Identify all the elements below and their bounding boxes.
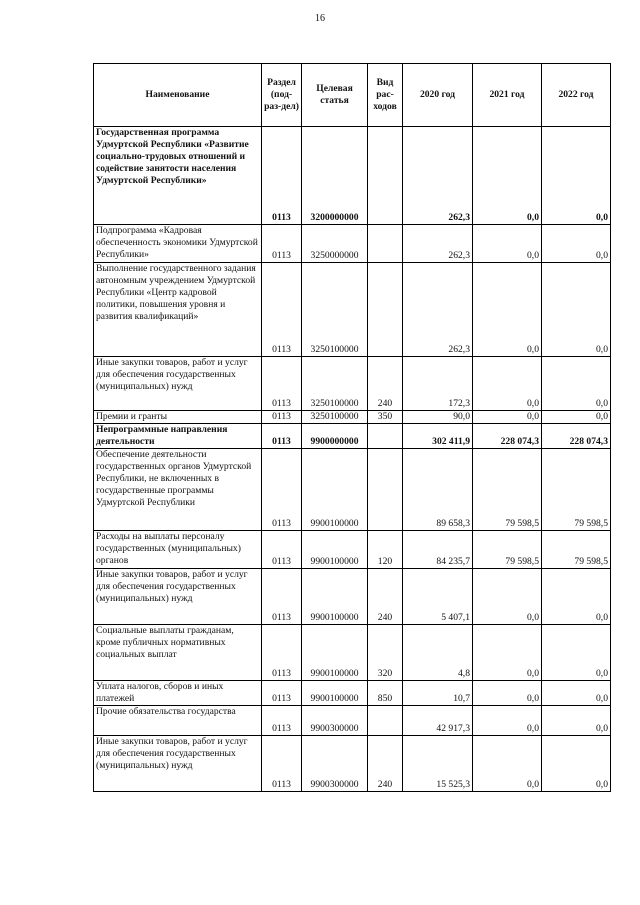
- row-2022: 0,0: [542, 411, 611, 424]
- page-number: 16: [315, 13, 325, 24]
- header-row: [94, 64, 611, 127]
- header-2022: 2022 год: [542, 64, 611, 127]
- row-section: 0113: [262, 127, 302, 225]
- row-name: Иные закупки товаров, работ и услуг для обеспечения государственных (муниципальных) нужд: [94, 736, 262, 792]
- header-2021: 2021 год: [473, 64, 542, 127]
- row-target: 3250100000: [302, 411, 368, 424]
- row-2021: 0,0: [473, 127, 542, 225]
- table-row: [94, 706, 611, 736]
- row-2020: 262,3: [403, 225, 473, 263]
- row-section: 0113: [262, 706, 302, 736]
- row-name: Расходы на выплаты персоналу государственных (муниципальных) органов: [94, 531, 262, 569]
- row-kind: 850: [368, 681, 403, 706]
- row-section: 0113: [262, 736, 302, 792]
- row-target: 9900100000: [302, 569, 368, 625]
- table-row: [94, 225, 611, 263]
- row-target: 3250100000: [302, 357, 368, 411]
- header-section: Раздел (под-раз-дел): [262, 64, 302, 127]
- row-kind: 240: [368, 736, 403, 792]
- row-name: Подпрограмма «Кадровая обеспеченность экономики Удмуртской Республики»: [94, 225, 262, 263]
- row-target: 9900100000: [302, 449, 368, 531]
- table-row: [94, 357, 611, 411]
- row-2021: 0,0: [473, 736, 542, 792]
- row-2022: 0,0: [542, 225, 611, 263]
- row-2021: 0,0: [473, 263, 542, 357]
- row-2020: 262,3: [403, 263, 473, 357]
- row-target: 9900100000: [302, 625, 368, 681]
- row-section: 0113: [262, 625, 302, 681]
- row-kind: [368, 263, 403, 357]
- row-2020: 5 407,1: [403, 569, 473, 625]
- row-2022: 0,0: [542, 357, 611, 411]
- budget-table: [93, 63, 611, 792]
- table-row: [94, 127, 611, 225]
- table-row: [94, 424, 611, 449]
- row-section: 0113: [262, 681, 302, 706]
- row-2020: 172,3: [403, 357, 473, 411]
- row-section: 0113: [262, 449, 302, 531]
- row-target: 9900100000: [302, 681, 368, 706]
- table-row: [94, 411, 611, 424]
- table-row: [94, 681, 611, 706]
- table-body: [94, 127, 611, 792]
- row-target: 9900100000: [302, 531, 368, 569]
- row-2021: 0,0: [473, 569, 542, 625]
- row-target: 3250000000: [302, 225, 368, 263]
- row-name: Прочие обязательства государства: [94, 706, 262, 736]
- row-2021: 0,0: [473, 357, 542, 411]
- table-row: [94, 531, 611, 569]
- row-2022: 79 598,5: [542, 531, 611, 569]
- row-2021: 0,0: [473, 411, 542, 424]
- row-section: 0113: [262, 263, 302, 357]
- row-name: Обеспечение деятельности государственных органов Удмуртской Республики, не включенных в государственные программы Удмуртской Республики: [94, 449, 262, 531]
- row-kind: 240: [368, 569, 403, 625]
- row-name: Премии и гранты: [94, 411, 262, 424]
- row-kind: [368, 225, 403, 263]
- row-target: 9900300000: [302, 706, 368, 736]
- header-target: Целевая статья: [302, 64, 368, 127]
- row-target: 9900300000: [302, 736, 368, 792]
- row-name: Социальные выплаты гражданам, кроме публичных нормативных социальных выплат: [94, 625, 262, 681]
- row-2022: 0,0: [542, 706, 611, 736]
- row-2020: 84 235,7: [403, 531, 473, 569]
- row-kind: [368, 706, 403, 736]
- header-2020: 2020 год: [403, 64, 473, 127]
- table-row: [94, 449, 611, 531]
- row-2022: 0,0: [542, 569, 611, 625]
- row-kind: 120: [368, 531, 403, 569]
- row-name: Иные закупки товаров, работ и услуг для обеспечения государственных (муниципальных) нужд: [94, 569, 262, 625]
- row-2020: 302 411,9: [403, 424, 473, 449]
- row-kind: [368, 127, 403, 225]
- row-2022: 79 598,5: [542, 449, 611, 531]
- row-section: 0113: [262, 424, 302, 449]
- row-2021: 79 598,5: [473, 531, 542, 569]
- row-kind: 350: [368, 411, 403, 424]
- row-2020: 42 917,3: [403, 706, 473, 736]
- row-target: 9900000000: [302, 424, 368, 449]
- row-name: Выполнение государственного задания автономным учреждением Удмуртской Республики «Центр кадровой политики, повышения уровня и развития квалификаций»: [94, 263, 262, 357]
- table-row: [94, 569, 611, 625]
- row-2022: 228 074,3: [542, 424, 611, 449]
- row-target: 3200000000: [302, 127, 368, 225]
- row-2020: 89 658,3: [403, 449, 473, 531]
- row-target: 3250100000: [302, 263, 368, 357]
- row-2021: 0,0: [473, 706, 542, 736]
- row-2020: 90,0: [403, 411, 473, 424]
- row-kind: [368, 424, 403, 449]
- row-name: Государственная программа Удмуртской Республики «Развитие социально-трудовых отношений и содействие занятости населения Удмуртской Республики»: [94, 127, 262, 225]
- row-2021: 0,0: [473, 625, 542, 681]
- row-name: Иные закупки товаров, работ и услуг для обеспечения государственных (муниципальных) нужд: [94, 357, 262, 411]
- row-section: 0113: [262, 357, 302, 411]
- row-section: 0113: [262, 531, 302, 569]
- row-2020: 15 525,3: [403, 736, 473, 792]
- row-2021: 0,0: [473, 681, 542, 706]
- row-kind: 240: [368, 357, 403, 411]
- row-section: 0113: [262, 569, 302, 625]
- row-2020: 262,3: [403, 127, 473, 225]
- row-2022: 0,0: [542, 625, 611, 681]
- row-section: 0113: [262, 225, 302, 263]
- row-section: 0113: [262, 411, 302, 424]
- row-2022: 0,0: [542, 681, 611, 706]
- row-2021: 79 598,5: [473, 449, 542, 531]
- row-2022: 0,0: [542, 736, 611, 792]
- row-2021: 228 074,3: [473, 424, 542, 449]
- table-row: [94, 736, 611, 792]
- row-kind: 320: [368, 625, 403, 681]
- row-kind: [368, 449, 403, 531]
- row-2022: 0,0: [542, 127, 611, 225]
- table-row: [94, 625, 611, 681]
- row-2020: 4,8: [403, 625, 473, 681]
- row-name: Уплата налогов, сборов и иных платежей: [94, 681, 262, 706]
- header-kind: Вид рас-ходов: [368, 64, 403, 127]
- row-name: Непрограммные направления деятельности: [94, 424, 262, 449]
- header-name: Наименование: [94, 64, 262, 127]
- row-2021: 0,0: [473, 225, 542, 263]
- table-row: [94, 263, 611, 357]
- row-2022: 0,0: [542, 263, 611, 357]
- row-2020: 10,7: [403, 681, 473, 706]
